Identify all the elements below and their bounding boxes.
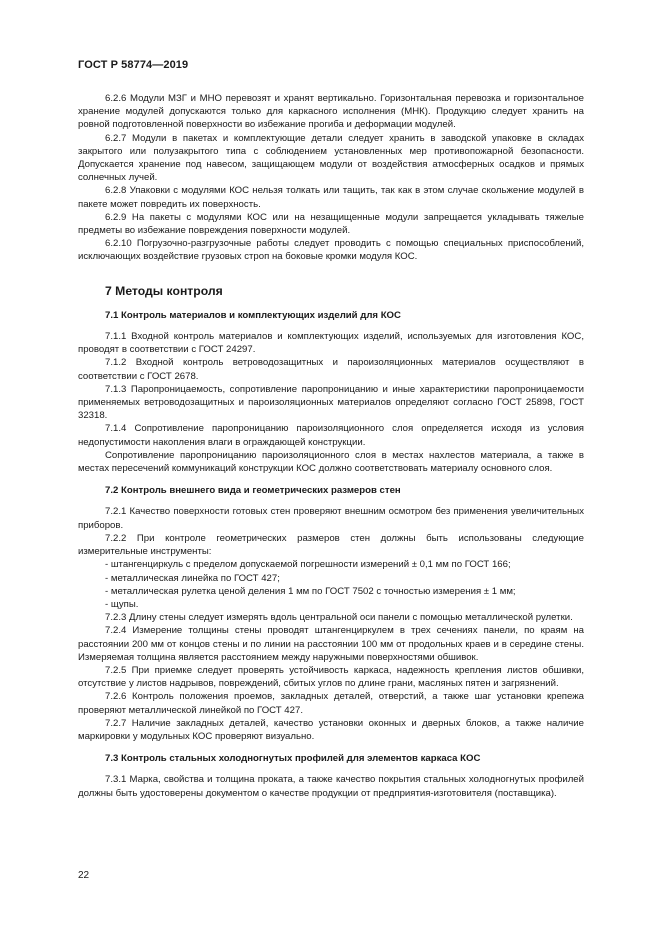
paragraph-7-2-2: 7.2.2 При контроле геометрических размеров стен должны быть использованы следующие измерительные инструменты:: [78, 532, 584, 558]
document-code: ГОСТ Р 58774—2019: [78, 59, 189, 71]
paragraph-7-2-3: 7.2.3 Длину стены следует измерять вдоль центральной оси панели с помощью металлической рулетки.: [105, 612, 573, 624]
paragraph-6-2-10: 6.2.10 Погрузочно-разгрузочные работы следует проводить с помощью специальных приспособлений, исключающих воздействие грузовых строп на боковые кромки модуля КОС.: [78, 238, 584, 263]
subsection-heading-7-1: 7.1 Контроль материалов и комплектующих изделий для КОС: [105, 309, 401, 321]
paragraph-7-1-4-cont: Сопротивление паропроницанию пароизоляционного слоя в местах нахлестов материала, а также в местах пересечений коммуникаций конструкции КОС должно соответствовать материалу основного слоя.: [78, 449, 584, 475]
paragraph-7-3-1: 7.3.1 Марка, свойства и толщина проката, а также качество покрытия стальных холодногнутых профилей должны быть удостоверены документом о качестве продукции от предприятия-изготовителя (поставщика).: [78, 774, 584, 799]
list-item: - металлическая рулетка ценой деления 1 мм по ГОСТ 7502 с точностью измерения ± 1 мм;: [105, 585, 516, 597]
page-body: [78, 92, 584, 800]
list-item: - штангенциркуль с пределом допускаемой погрешности измерений ± 0,1 мм по ГОСТ 166;: [105, 559, 511, 571]
list-item: - металлическая линейка по ГОСТ 427;: [105, 572, 280, 584]
list-item: - щупы.: [105, 598, 139, 610]
paragraph-7-1-1: 7.1.1 Входной контроль материалов и комплектующих изделий, используемых для изготовления КОС, проводят в соответствии с ГОСТ 24297.: [78, 331, 584, 356]
paragraph-6-2-6: 6.2.6 Модули МЗГ и МНО перевозят и хранят вертикально. Горизонтальная перевозка и горизонтальное хранение модулей допускаются только для каркасного исполнения (МНК). Продукцию следует хранить на ровной подготовленной поверхности во избежание прогиба и деформации модулей.: [78, 93, 584, 131]
paragraph-7-1-3: 7.1.3 Паропроницаемость, сопротивление паропроницанию и иные характеристики паропроницаемости применяемых ветроводозащитных и пароизоляционных материалов определяют согласно ГОСТ 25898, ГОСТ 32318.: [78, 383, 584, 422]
paragraph-7-1-4: 7.1.4 Сопротивление паропроницанию пароизоляционного слоя определяется исходя из условия недопустимости накопления влаги в ограждающей конструкции.: [78, 423, 584, 448]
section-heading-7: 7 Методы контроля: [105, 283, 223, 298]
paragraph-6-2-7: 6.2.7 Модули в пакетах и комплектующие детали следует хранить в заводской упаковке в складах закрытого или полузакрытого типа с соблюдением установленных мер противопожарной безопасности. Допускается хранение под навесом, защищающем модули от воздействия атмосферных осадков и прямых солнечных лучей.: [78, 132, 584, 184]
paragraph-7-1-2: 7.1.2 Входной контроль ветроводозащитных и пароизоляционных материалов осуществляют в соответствии с ГОСТ 2678.: [78, 357, 584, 382]
page-number: 22: [78, 870, 90, 881]
paragraph-7-2-7: 7.2.7 Наличие закладных деталей, качество установки оконных и дверных блоков, а также наличие маркировки у модульных КОС проверяют визуально.: [78, 717, 584, 742]
subsection-heading-7-2: 7.2 Контроль внешнего вида и геометрических размеров стен: [105, 485, 401, 497]
paragraph-7-2-6: 7.2.6 Контроль положения проемов, закладных деталей, отверстий, а также шаг установки крепежа проверяют металлической линейкой по ГОСТ 427.: [78, 691, 584, 716]
paragraph-7-2-4: 7.2.4 Измерение толщины стены проводят штангенциркулем в трех сечениях панели, по краям на расстоянии 200 мм от концов стены и по линии на расстоянии 100 мм от продольных краев и в середине стены. Измеряемая толщина является расстоянием между наружными поверхностями обшивок.: [78, 625, 584, 663]
paragraph-7-2-1: 7.2.1 Качество поверхности готовых стен проверяют внешним осмотром без применения увеличительных приборов.: [78, 506, 584, 531]
subsection-heading-7-3: 7.3 Контроль стальных холодногнутых профилей для элементов каркаса КОС: [105, 753, 481, 765]
paragraph-7-2-5: 7.2.5 При приемке следует проверять устойчивость каркаса, надежность крепления листов обшивки, отсутствие у листов надрывов, повреждений, сбитых углов по длине грани, масляных пятен и загрязнений.: [78, 664, 584, 690]
paragraph-6-2-9: 6.2.9 На пакеты с модулями КОС или на незащищенные модули запрещается укладывать тяжелые предметы во избежание повреждения поверхности модулей.: [78, 211, 584, 237]
paragraph-6-2-8: 6.2.8 Упаковки с модулями КОС нельзя толкать или тащить, так как в этом случае скольжение модулей в пакете может повредить их поверхность.: [78, 185, 584, 210]
